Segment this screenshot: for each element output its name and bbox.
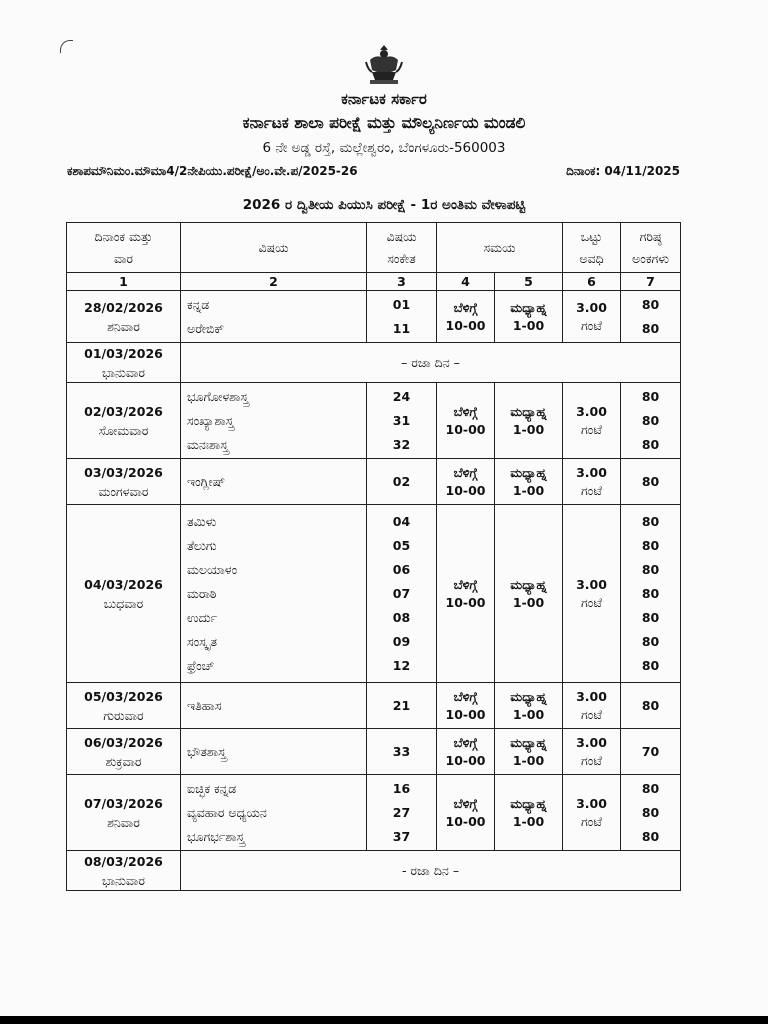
start-time-word: ಬೆಳಿಗ್ಗೆ: [453, 403, 478, 419]
duration-unit: ಗಂಟೆ: [581, 482, 603, 498]
max-marks: 80: [641, 780, 660, 796]
date-cell: [67, 505, 181, 683]
subject-code: 09: [392, 633, 411, 649]
state-emblem-icon: [364, 42, 404, 86]
code-cell: [367, 775, 437, 851]
subject-code: 12: [392, 657, 411, 673]
subject-name: ಮಲಯಾಳಂ: [187, 561, 238, 577]
subject-cell: [181, 729, 367, 775]
max-marks: 80: [641, 697, 660, 713]
start-time: 10-00: [445, 752, 486, 768]
end-time: 1-00: [512, 813, 545, 829]
subject-code: 33: [392, 743, 411, 759]
subject-name: ತೆಲುಗು: [187, 537, 217, 553]
exam-day: ಬುಧವಾರ: [103, 595, 144, 611]
exam-date: 06/03/2026: [84, 734, 163, 750]
exam-date: 07/03/2026: [84, 795, 163, 811]
date-cell: [67, 343, 181, 383]
subject-cell: [181, 383, 367, 459]
subject-name: ವ್ಯವಹಾರ ಅಧ್ಯಯನ: [187, 804, 267, 820]
subject-code: 08: [392, 609, 411, 625]
code-cell: [367, 505, 437, 683]
subject-code: 31: [392, 412, 411, 428]
exam-row: [67, 775, 681, 851]
duration-cell: [563, 775, 621, 851]
end-time: 1-00: [512, 594, 545, 610]
subject-code: 07: [392, 585, 411, 601]
max-marks: 80: [641, 585, 660, 601]
duration-unit: ಗಂಟೆ: [581, 317, 603, 333]
col-number: 1: [67, 273, 181, 291]
end-time-cell: [495, 683, 563, 729]
duration-cell: [563, 683, 621, 729]
end-time-word: ಮಧ್ಯಾಹ್ನ: [510, 795, 547, 811]
col-number: 2: [181, 273, 367, 291]
col-number: 6: [563, 273, 621, 291]
exam-row: [67, 383, 681, 459]
max-marks: 80: [641, 436, 660, 452]
subject-code: 05: [392, 537, 411, 553]
subject-code: 24: [392, 388, 411, 404]
duration-cell: [563, 729, 621, 775]
subject-name: ಮನಃಶಾಸ್ತ್ರ: [187, 436, 229, 452]
end-time: 1-00: [512, 706, 545, 722]
col-header-max-marks: ಗರಿಷ್ಠ ಅಂಕಗಳು: [621, 223, 681, 273]
end-time: 1-00: [512, 752, 545, 768]
end-time-word: ಮಧ್ಯಾಹ್ನ: [510, 299, 547, 315]
date-cell: [67, 683, 181, 729]
code-cell: [367, 383, 437, 459]
duration-value: 3.00: [576, 576, 607, 592]
duration-cell: [563, 459, 621, 505]
col-number: 5: [495, 273, 563, 291]
duration-value: 3.00: [576, 734, 607, 750]
exam-day: ಶನಿವಾರ: [107, 318, 140, 334]
duration-unit: ಗಂಟೆ: [581, 752, 603, 768]
subject-name: ಭೂಗೋಳಶಾಸ್ತ್ರ: [187, 388, 249, 404]
start-time-cell: [437, 505, 495, 683]
exam-row: [67, 459, 681, 505]
start-time-word: ಬೆಳಿಗ್ಗೆ: [453, 576, 478, 592]
subject-cell: [181, 683, 367, 729]
max-marks: 80: [641, 804, 660, 820]
end-time-word: ಮಧ್ಯಾಹ್ನ: [510, 734, 547, 750]
date-cell: [67, 291, 181, 343]
exam-day: ಭಾನುವಾರ: [102, 872, 145, 888]
duration-unit: ಗಂಟೆ: [581, 594, 603, 610]
end-time-cell: [495, 459, 563, 505]
subject-name: ಸಂಸ್ಕೃತ: [187, 633, 218, 649]
exam-day: ಗುರುವಾರ: [103, 707, 144, 723]
start-time-word: ಬೆಳಿಗ್ಗೆ: [453, 299, 478, 315]
col-header-duration: ಒಟ್ಟು ಅವಧಿ: [563, 223, 621, 273]
date-cell: [67, 459, 181, 505]
end-time: 1-00: [512, 317, 545, 333]
duration-value: 3.00: [576, 464, 607, 480]
subject-code: 37: [392, 828, 411, 844]
start-time-word: ಬೆಳಿಗ್ಗೆ: [453, 734, 478, 750]
holiday-label: – ರಜಾ ದಿನ –: [181, 343, 681, 383]
subject-name: ಅರೇಬಿಕ್: [187, 320, 225, 336]
col-number: 3: [367, 273, 437, 291]
start-time: 10-00: [445, 317, 486, 333]
subject-code: 02: [392, 473, 411, 489]
board-address: 6 ನೇ ಅಡ್ಡ ರಸ್ತೆ, ಮಲ್ಲೇಶ್ವರಂ, ಬೆಂಗಳೂರು-560003: [262, 140, 506, 156]
start-time-word: ಬೆಳಿಗ್ಗೆ: [453, 688, 478, 704]
subject-code: 04: [392, 513, 411, 529]
end-time-cell: [495, 505, 563, 683]
date-cell: [67, 383, 181, 459]
header-row: [67, 223, 681, 273]
subject-name: ಫ್ರೆಂಚ್: [187, 657, 215, 673]
exam-day: ಶನಿವಾರ: [107, 814, 140, 830]
subject-code: 06: [392, 561, 411, 577]
start-time-cell: [437, 775, 495, 851]
marks-cell: [621, 683, 681, 729]
duration-cell: [563, 505, 621, 683]
exam-day: ಶುಕ್ರವಾರ: [105, 753, 142, 769]
duration-unit: ಗಂಟೆ: [581, 421, 603, 437]
end-time-word: ಮಧ್ಯಾಹ್ನ: [510, 688, 547, 704]
subject-name: ಐಚ್ಛಿಕ ಕನ್ನಡ: [187, 780, 237, 796]
date-cell: [67, 851, 181, 891]
max-marks: 70: [641, 743, 660, 759]
start-time: 10-00: [445, 706, 486, 722]
exam-row: [67, 683, 681, 729]
start-time-word: ಬೆಳಿಗ್ಗೆ: [453, 795, 478, 811]
max-marks: 80: [641, 473, 660, 489]
subject-code: 32: [392, 436, 411, 452]
max-marks: 80: [641, 657, 660, 673]
max-marks: 80: [641, 561, 660, 577]
start-time-cell: [437, 683, 495, 729]
col-header-subject: ವಿಷಯ: [181, 223, 367, 273]
subject-name: ಇಂಗ್ಲೀಷ್: [187, 473, 226, 489]
col-number: 7: [621, 273, 681, 291]
holiday-row: [67, 343, 681, 383]
max-marks: 80: [641, 633, 660, 649]
exam-date: 01/03/2026: [84, 345, 163, 361]
duration-cell: [563, 383, 621, 459]
government-title: ಕರ್ನಾಟಕ ಸರ್ಕಾರ: [341, 90, 427, 108]
start-time: 10-00: [445, 813, 486, 829]
col-header-code: ವಿಷಯ ಸಂಕೇತ: [367, 223, 437, 273]
subject-name: ಉರ್ದು: [187, 609, 218, 625]
exam-date: 05/03/2026: [84, 688, 163, 704]
subject-name: ತಮಿಳು: [187, 513, 217, 529]
exam-row: [67, 505, 681, 683]
max-marks: 80: [641, 296, 660, 312]
code-cell: [367, 291, 437, 343]
duration-value: 3.00: [576, 403, 607, 419]
max-marks: 80: [641, 609, 660, 625]
subject-name: ಭೂಗರ್ಭಶಾಸ್ತ್ರ: [187, 828, 245, 844]
subject-code: 27: [392, 804, 411, 820]
col-number: 4: [437, 273, 495, 291]
subject-cell: [181, 291, 367, 343]
start-time-word: ಬೆಳಿಗ್ಗೆ: [453, 464, 478, 480]
column-number-row: [67, 273, 681, 291]
marks-cell: [621, 383, 681, 459]
exam-date: 02/03/2026: [84, 403, 163, 419]
start-time: 10-00: [445, 482, 486, 498]
exam-day: ಸೋಮವಾರ: [98, 422, 149, 438]
marks-cell: [621, 729, 681, 775]
max-marks: 80: [641, 513, 660, 529]
exam-day: ಭಾನುವಾರ: [102, 364, 145, 380]
exam-date: 28/02/2026: [84, 299, 163, 315]
exam-day: ಮಂಗಳವಾರ: [98, 483, 149, 499]
max-marks: 80: [641, 537, 660, 553]
marks-cell: [621, 505, 681, 683]
scan-edge: [0, 1016, 768, 1024]
end-time-cell: [495, 775, 563, 851]
duration-cell: [563, 291, 621, 343]
start-time-cell: [437, 291, 495, 343]
end-time-word: ಮಧ್ಯಾಹ್ನ: [510, 403, 547, 419]
exam-row: [67, 291, 681, 343]
subject-cell: [181, 505, 367, 683]
duration-value: 3.00: [576, 795, 607, 811]
end-time-word: ಮಧ್ಯಾಹ್ನ: [510, 576, 547, 592]
marks-cell: [621, 459, 681, 505]
end-time-cell: [495, 291, 563, 343]
subject-name: ಕನ್ನಡ: [187, 296, 210, 312]
col-header-date-day: ದಿನಾಂಕ ಮತ್ತು ವಾರ: [67, 223, 181, 273]
reference-number: ಕಶಾಪಮೌನಿಮಂ.ಮೌಮಾ4/2ನೇಪಿಯು.ಪರೀಕ್ಷೆ/ಅಂ.ವೇ.ಪ/2025-26: [67, 164, 358, 178]
holiday-row: [67, 851, 681, 891]
corner-mark: [60, 40, 73, 53]
duration-unit: ಗಂಟೆ: [581, 813, 603, 829]
subject-name: ಸಂಖ್ಯಾಶಾಸ್ತ್ರ: [187, 412, 234, 428]
subject-code: 21: [392, 697, 411, 713]
subject-name: ಮರಾಠಿ: [187, 585, 217, 601]
duration-value: 3.00: [576, 688, 607, 704]
max-marks: 80: [641, 388, 660, 404]
date-cell: [67, 775, 181, 851]
board-name: ಕರ್ನಾಟಕ ಶಾಲಾ ಪರೀಕ್ಷೆ ಮತ್ತು ಮೌಲ್ಯನಿರ್ಣಯ ಮಂಡಲಿ: [242, 114, 526, 132]
end-time: 1-00: [512, 421, 545, 437]
subject-name: ಭೌತಶಾಸ್ತ್ರ: [187, 743, 227, 759]
date-cell: [67, 729, 181, 775]
subject-code: 11: [392, 320, 411, 336]
exam-date: 04/03/2026: [84, 576, 163, 592]
document-date: ದಿನಾಂಕ: 04/11/2025: [566, 164, 680, 178]
subject-cell: [181, 775, 367, 851]
start-time-cell: [437, 383, 495, 459]
holiday-label: - ರಜಾ ದಿನ –: [181, 851, 681, 891]
timetable-title: 2026 ರ ದ್ವಿತೀಯ ಪಿಯುಸಿ ಪರೀಕ್ಷೆ - 1ರ ಅಂತಿಮ ವೇಳಾಪಟ್ಟಿ: [242, 197, 526, 213]
duration-unit: ಗಂಟೆ: [581, 706, 603, 722]
start-time: 10-00: [445, 421, 486, 437]
start-time-cell: [437, 459, 495, 505]
code-cell: [367, 729, 437, 775]
subject-code: 01: [392, 296, 411, 312]
max-marks: 80: [641, 412, 660, 428]
subject-name: ಇತಿಹಾಸ: [187, 697, 222, 713]
exam-date: 03/03/2026: [84, 464, 163, 480]
subject-cell: [181, 459, 367, 505]
code-cell: [367, 459, 437, 505]
end-time-cell: [495, 729, 563, 775]
start-time: 10-00: [445, 594, 486, 610]
max-marks: 80: [641, 828, 660, 844]
end-time-word: ಮಧ್ಯಾಹ್ನ: [510, 464, 547, 480]
col-header-time: ಸಮಯ: [437, 223, 563, 273]
code-cell: [367, 683, 437, 729]
marks-cell: [621, 291, 681, 343]
exam-row: [67, 729, 681, 775]
exam-timetable: [66, 222, 681, 891]
max-marks: 80: [641, 320, 660, 336]
duration-value: 3.00: [576, 299, 607, 315]
start-time-cell: [437, 729, 495, 775]
exam-date: 08/03/2026: [84, 853, 163, 869]
end-time: 1-00: [512, 482, 545, 498]
marks-cell: [621, 775, 681, 851]
subject-code: 16: [392, 780, 411, 796]
end-time-cell: [495, 383, 563, 459]
